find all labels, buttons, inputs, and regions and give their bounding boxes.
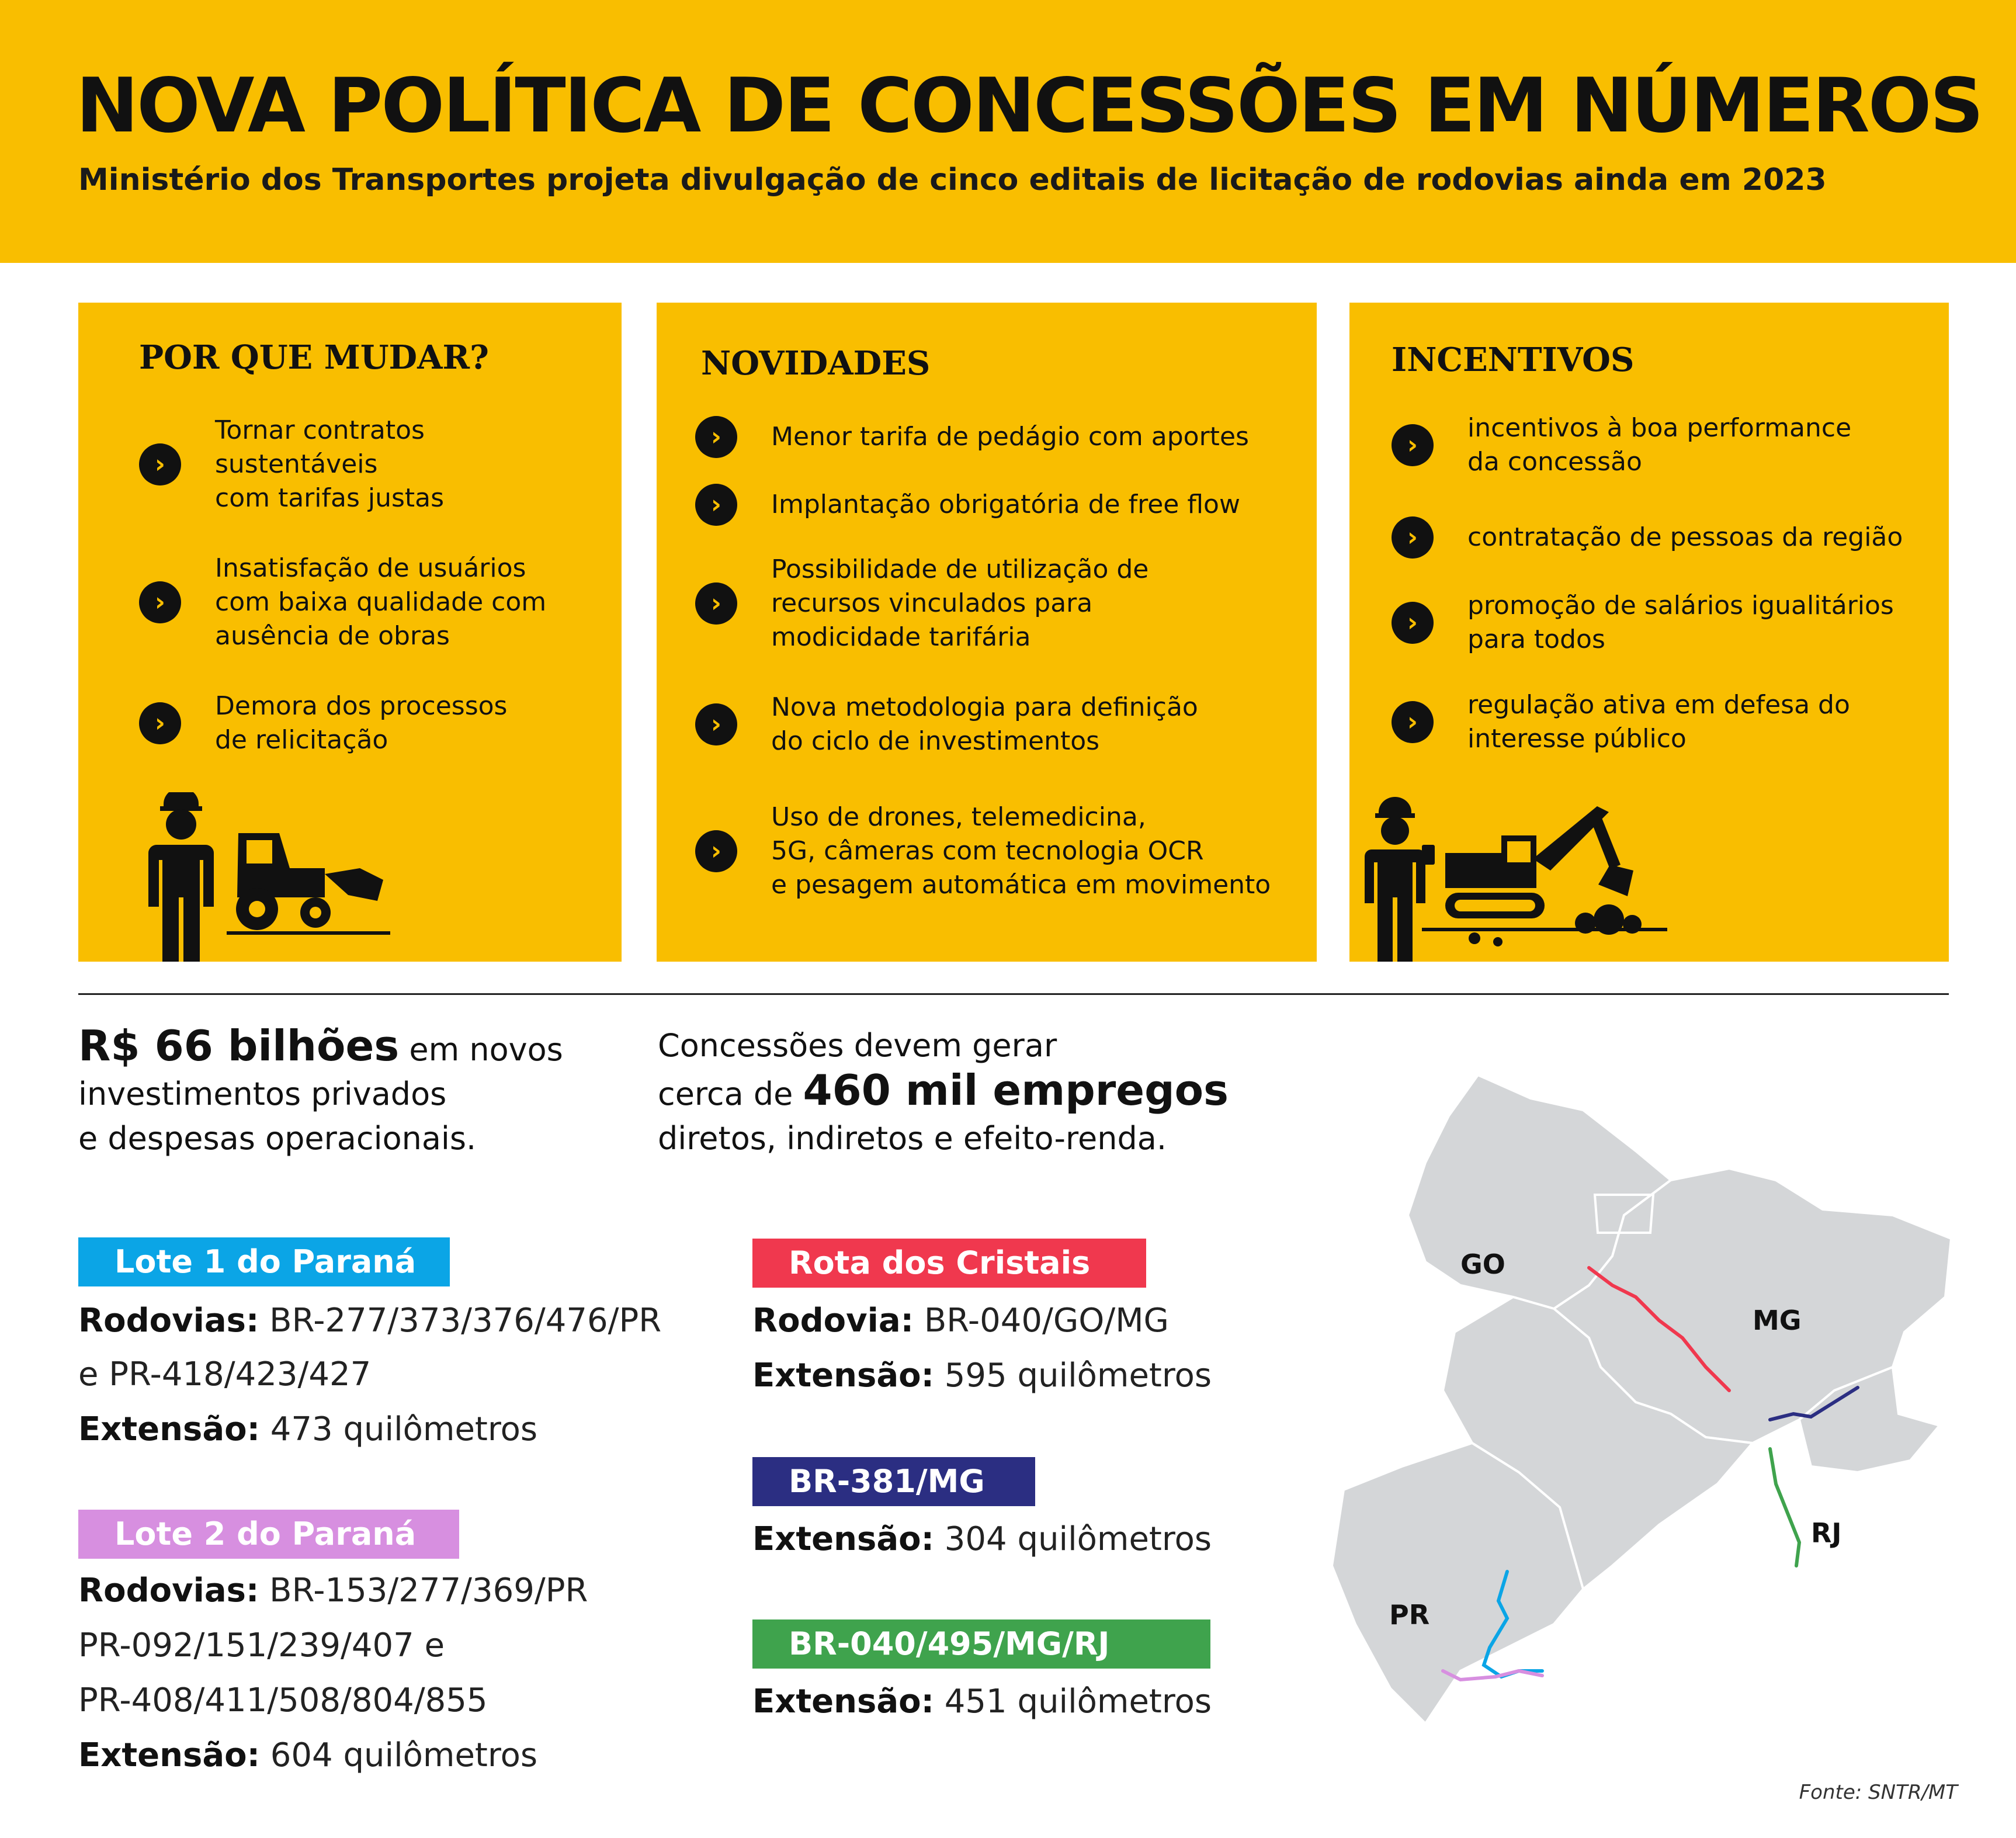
chevron-right-icon: › xyxy=(1392,516,1434,559)
source-note: Fonte: SNTR/MT xyxy=(1799,1781,1958,1804)
card-incentives xyxy=(1349,303,1949,962)
chevron-right-icon: › xyxy=(695,703,737,745)
list-item xyxy=(1392,411,1851,479)
list-item xyxy=(695,691,1198,758)
stat-investment-line2: investimentos privados xyxy=(78,1076,447,1112)
chevron-right-icon: › xyxy=(695,830,737,872)
worker-excavator-icon xyxy=(1358,795,1673,962)
stat-investment xyxy=(78,1021,651,1161)
section-divider xyxy=(78,993,1949,995)
stat-investment-line3: e despesas operacionais. xyxy=(78,1120,477,1157)
card-title-why: POR QUE MUDAR? xyxy=(139,338,489,377)
chevron-right-icon: › xyxy=(139,443,181,485)
chevron-right-icon: › xyxy=(1392,424,1434,466)
stat-jobs-prefix: cerca de xyxy=(658,1076,803,1112)
list-item xyxy=(1392,589,1894,657)
list-item xyxy=(695,416,1249,458)
list-item-text: Possibilidade de utilização de recursos vinculados para modicidade tarifária xyxy=(771,554,1149,652)
map-label-go: GO xyxy=(1460,1249,1505,1280)
lot1-extensao: Extensão: 473 quilômetros xyxy=(78,1410,538,1448)
cristais-rodovia: Rodovia: BR-040/GO/MG xyxy=(752,1302,1169,1340)
lot-tag-lote1: Lote 1 do Paraná xyxy=(78,1237,450,1286)
list-item xyxy=(1392,688,1850,756)
list-item-text: promoção de salários igualitários para todos xyxy=(1467,591,1894,654)
stat-jobs-line1: Concessões devem gerar xyxy=(658,1027,1057,1064)
card-title-news: NOVIDADES xyxy=(701,344,931,383)
header-banner xyxy=(0,0,2016,263)
list-item xyxy=(139,552,546,653)
list-item xyxy=(695,484,1240,526)
list-item-text: contratação de pessoas da região xyxy=(1467,522,1903,552)
route-br040-495 xyxy=(1770,1449,1799,1566)
card-title-incentives: INCENTIVOS xyxy=(1392,341,1635,379)
list-item-text: regulação ativa em defesa do interesse público xyxy=(1467,690,1850,754)
list-item-text: Tornar contratos sustentáveis com tarifas justas xyxy=(215,415,445,513)
stat-investment-value: R$ 66 bilhões xyxy=(78,1021,400,1070)
lot2-rodovias-cont: PR-092/151/239/407 e xyxy=(78,1627,445,1664)
list-item xyxy=(139,414,444,515)
list-item-text: Implantação obrigatória de free flow xyxy=(771,490,1240,519)
br381-extensao: Extensão: 304 quilômetros xyxy=(752,1520,1212,1558)
map-label-mg: MG xyxy=(1753,1305,1802,1336)
list-item-text: Insatisfação de usuários com baixa qualidade com ausência de obras xyxy=(215,553,547,651)
list-item xyxy=(695,800,1271,902)
page-subtitle: Ministério dos Transportes projeta divulgação de cinco editais de licitação de rodovias ainda em 2023 xyxy=(78,162,1827,197)
page-title: NOVA POLÍTICA DE CONCESSÕES EM NÚMEROS xyxy=(76,63,1982,150)
region-map xyxy=(1309,1063,1963,1741)
list-item xyxy=(139,689,507,757)
worker-backhoe-icon xyxy=(127,792,396,962)
lot-tag-br381: BR-381/MG xyxy=(752,1457,1035,1506)
list-item-text: Menor tarifa de pedágio com aportes xyxy=(771,422,1249,452)
list-item-text: Nova metodologia para definição do ciclo de investimentos xyxy=(771,692,1198,756)
chevron-right-icon: › xyxy=(695,484,737,526)
chevron-right-icon: › xyxy=(139,581,181,623)
chevron-right-icon: › xyxy=(695,416,737,458)
list-item-text: incentivos à boa performance da concessão xyxy=(1467,413,1852,477)
stat-investment-suffix: em novos xyxy=(399,1031,563,1068)
list-item-text: Demora dos processos de relicitação xyxy=(215,691,508,755)
chevron-right-icon: › xyxy=(1392,701,1434,743)
lot1-rodovias-cont: e PR-418/423/427 xyxy=(78,1355,372,1393)
stat-jobs-line3: diretos, indiretos e efeito-renda. xyxy=(658,1120,1167,1157)
stat-jobs xyxy=(658,1024,1300,1161)
chevron-right-icon: › xyxy=(695,582,737,625)
lot-tag-cristais: Rota dos Cristais xyxy=(752,1239,1146,1288)
card-why-change xyxy=(78,303,622,962)
map-label-rj: RJ xyxy=(1811,1517,1842,1549)
stat-jobs-value: 460 mil empregos xyxy=(803,1066,1229,1115)
cristais-extensao: Extensão: 595 quilômetros xyxy=(752,1357,1212,1395)
br040-extensao: Extensão: 451 quilômetros xyxy=(752,1683,1212,1721)
lot1-rodovias: Rodovias: BR-277/373/376/476/PR xyxy=(78,1302,662,1340)
list-item xyxy=(1392,516,1903,559)
card-news xyxy=(657,303,1317,962)
lot2-extensao: Extensão: 604 quilômetros xyxy=(78,1736,538,1774)
lot2-rodovias: Rodovias: BR-153/277/369/PR xyxy=(78,1572,588,1610)
list-item xyxy=(695,553,1148,654)
lot2-rodovias-cont2: PR-408/411/508/804/855 xyxy=(78,1681,488,1719)
chevron-right-icon: › xyxy=(1392,602,1434,644)
list-item-text: Uso de drones, telemedicina, 5G, câmeras com tecnologia OCR e pesagem automática em movimento xyxy=(771,802,1271,900)
map-label-pr: PR xyxy=(1389,1599,1430,1631)
lot-tag-lote2: Lote 2 do Paraná xyxy=(78,1510,459,1559)
lot-tag-br040: BR-040/495/MG/RJ xyxy=(752,1619,1210,1669)
chevron-right-icon: › xyxy=(139,702,181,744)
